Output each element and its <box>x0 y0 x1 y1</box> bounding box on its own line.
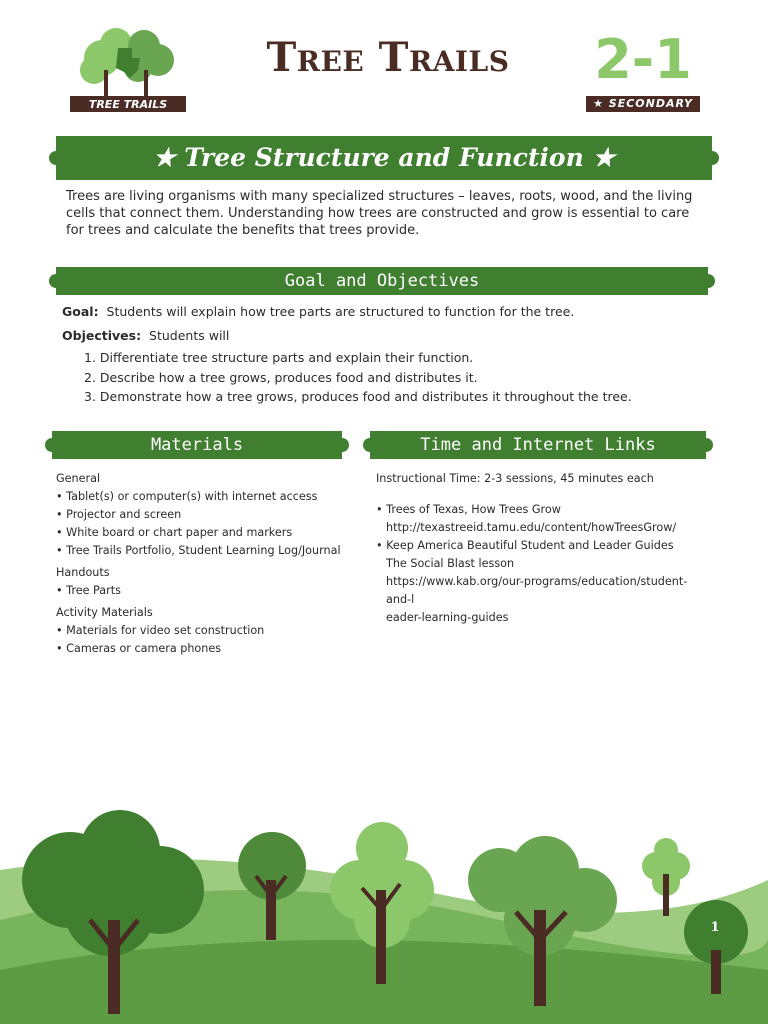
objective-item: 3. Demonstrate how a tree grows, produces food and distributes it throughout the tree. <box>84 389 632 404</box>
general-label: General <box>56 472 101 485</box>
objectives-list <box>84 348 704 407</box>
link-url-continued[interactable]: eader-learning-guides <box>386 611 509 624</box>
section-title-banner: ★ Tree Structure and Function ★ <box>56 136 712 180</box>
link-url[interactable]: http://texastreeid.tamu.edu/content/howTreesGrow/ <box>386 521 677 534</box>
link-title: • Keep America Beautiful Student and Leader Guides <box>376 539 674 552</box>
document-title: Tree Trails <box>266 34 510 81</box>
intro-paragraph: Trees are living organisms with many specialized structures – leaves, roots, wood, and the living cells that connect them. Understanding how trees are constructed and grow is essential to care for trees and calculate the benefits that trees provide. <box>66 189 693 238</box>
goal-objectives-heading: Goal and Objectives <box>56 267 708 295</box>
tree-trails-logo <box>66 18 190 118</box>
time-links-heading: Time and Internet Links <box>370 431 706 459</box>
activity-item: • Materials for video set construction <box>56 624 265 637</box>
link-subtitle: The Social Blast lesson <box>386 557 515 570</box>
activity-materials-label: Activity Materials <box>56 606 153 619</box>
materials-heading: Materials <box>52 431 342 459</box>
handout-item: • Tree Parts <box>56 584 121 597</box>
activity-item: • Cameras or camera phones <box>56 642 222 655</box>
objective-item: 2. Describe how a tree grows, produces food and distributes it. <box>84 369 478 385</box>
goal-label: Goal: <box>62 304 99 319</box>
goal-line <box>62 303 702 320</box>
instructional-time: Instructional Time: 2-3 sessions, 45 minutes each <box>376 472 654 485</box>
tree-landscape-illustration <box>0 800 768 1024</box>
objectives-intro: Students will <box>149 328 230 343</box>
tree-tiny-right <box>642 838 690 916</box>
material-item: • Tablet(s) or computer(s) with internet access <box>56 490 318 503</box>
materials-column <box>56 470 346 658</box>
material-item: • Tree Trails Portfolio, Student Learning Log/Journal <box>56 544 341 557</box>
lesson-level-tag: ★ SECONDARY ★ <box>586 96 700 112</box>
link-url[interactable]: https://www.kab.org/our-programs/education/student-and-l <box>386 575 688 606</box>
lesson-number: 2-1 <box>594 28 692 91</box>
handouts-label: Handouts <box>56 566 110 579</box>
links-column <box>376 470 706 627</box>
material-item: • White board or chart paper and markers <box>56 526 293 539</box>
objectives-line <box>62 327 702 344</box>
page-number: 1 <box>710 920 720 935</box>
logo-text: TREE TRAILS <box>88 98 168 111</box>
link-title: • Trees of Texas, How Trees Grow <box>376 503 561 516</box>
goal-text: Students will explain how tree parts are structured to function for the tree. <box>106 304 575 319</box>
material-item: • Projector and screen <box>56 508 182 521</box>
objective-item: 1. Differentiate tree structure parts and explain their function. <box>84 350 474 365</box>
objectives-label: Objectives: <box>62 328 142 343</box>
